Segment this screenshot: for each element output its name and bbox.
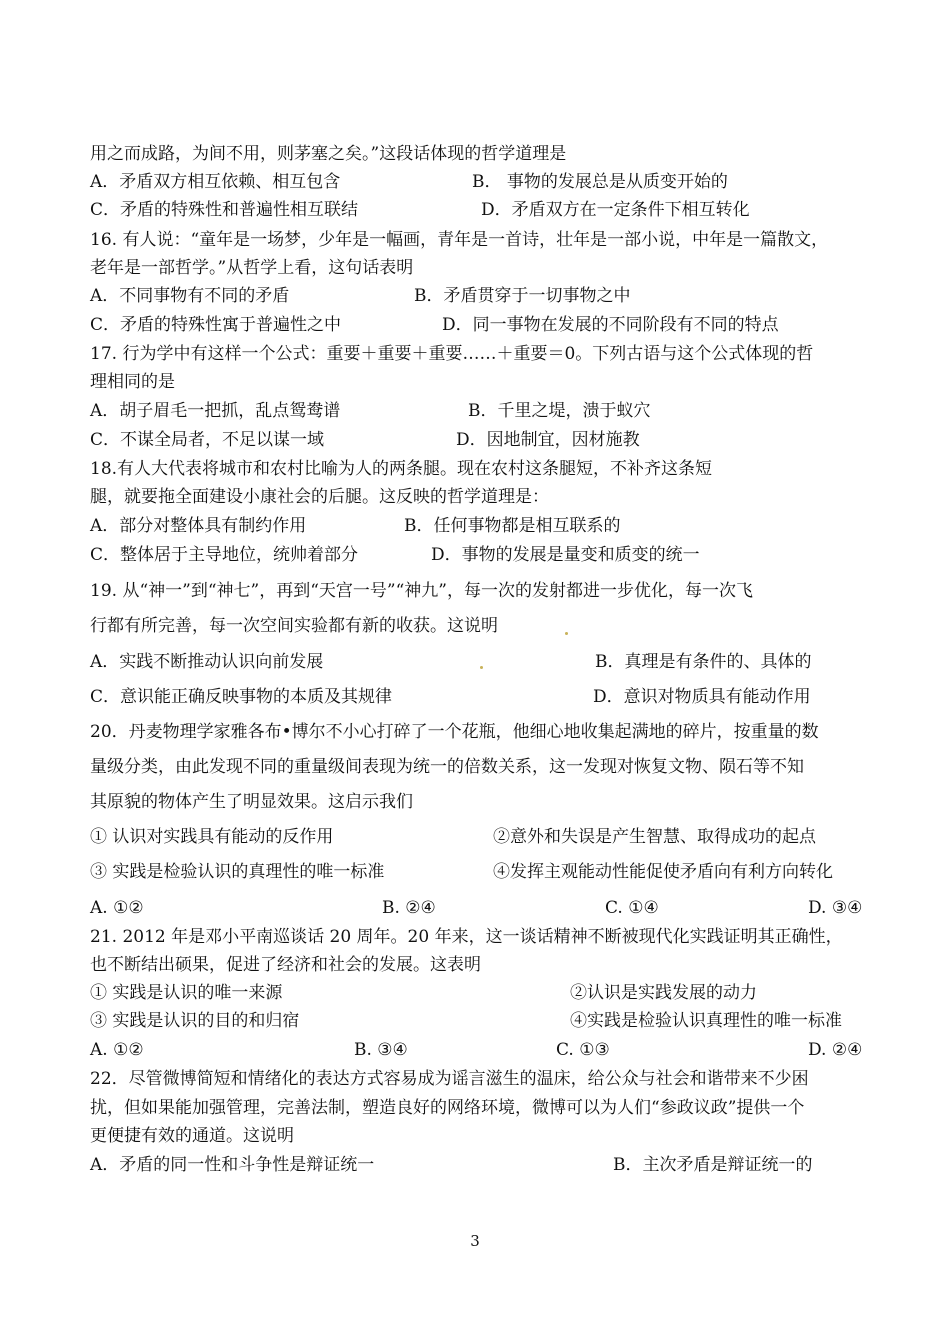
q16-stem-line2: 老年是一部哲学。”从哲学上看，这句话表明 — [90, 258, 414, 278]
stray-dot-mark — [565, 632, 568, 635]
q20-stem-line1: 20．丹麦物理学家雅各布•博尔不小心打碎了一个花瓶，他细心地收集起满地的碎片，按重量的数 — [90, 722, 819, 742]
q21-statement-2: ②认识是实践发展的动力 — [570, 983, 757, 1003]
q18-option-b: B．任何事物都是相互联系的 — [404, 516, 621, 536]
q18-stem-line2: 腿，就要拖全面建设小康社会的后腿。这反映的哲学道理是： — [90, 487, 549, 507]
q20-stem-line3: 其原貌的物体产生了明显效果。这启示我们 — [90, 792, 413, 812]
q21-option-d: D. ②④ — [808, 1040, 863, 1060]
q21-stem-line1: 21. 2012 年是邓小平南巡谈话 20 周年。20 年来，这一谈话精神不断被现代化实践证明其正确性， — [90, 927, 843, 947]
q19-option-b: B．真理是有条件的、具体的 — [595, 652, 812, 672]
q19-option-a: A．实践不断推动认识向前发展 — [90, 652, 324, 672]
q17-option-a: A．胡子眉毛一把抓，乱点鸳鸯谱 — [90, 401, 341, 421]
q21-option-a: A. ①② — [90, 1040, 144, 1060]
q19-option-c: C．意识能正确反映事物的本质及其规律 — [90, 687, 393, 707]
q20-statement-2: ②意外和失误是产生智慧、取得成功的起点 — [493, 827, 816, 847]
q15-option-d: D．矛盾双方在一定条件下相互转化 — [481, 200, 750, 220]
q17-stem-line2: 理相同的是 — [90, 372, 175, 392]
q22-stem-line3: 更便捷有效的通道。这说明 — [90, 1126, 294, 1146]
q20-option-c: C. ①④ — [605, 898, 659, 918]
q20-statement-1: ① 认识对实践具有能动的反作用 — [90, 827, 334, 847]
q21-option-c: C. ①③ — [556, 1040, 610, 1060]
q20-statement-3: ③ 实践是检验认识的真理性的唯一标准 — [90, 862, 385, 882]
q15-option-a: A．矛盾双方相互依赖、相互包含 — [90, 172, 341, 192]
q18-option-a: A．部分对整体具有制约作用 — [90, 516, 307, 536]
q21-statement-1: ① 实践是认识的唯一来源 — [90, 983, 283, 1003]
q16-option-d: D．同一事物在发展的不同阶段有不同的特点 — [442, 315, 779, 335]
q16-option-a: A．不同事物有不同的矛盾 — [90, 286, 290, 306]
q20-option-a: A. ①② — [90, 898, 144, 918]
q17-stem-line1: 17. 行为学中有这样一个公式：重要＋重要＋重要……＋重要＝0。下列古语与这个公式体现的哲 — [90, 344, 814, 364]
q17-option-c: C．不谋全局者，不足以谋一域 — [90, 430, 325, 450]
q15-option-b: B． 事物的发展总是从质变开始的 — [472, 172, 728, 192]
page-number: 3 — [470, 1232, 480, 1250]
q18-stem-line1: 18.有人大代表将城市和农村比喻为人的两条腿。现在农村这条腿短，不补齐这条短 — [90, 459, 713, 479]
q19-stem-line1: 19. 从“神一”到“神七”，再到“天宫一号”“神九”，每一次的发射都进一步优化，每一次飞 — [90, 581, 753, 601]
q15-stem-tail: 用之而成路，为间不用，则茅塞之矣。”这段话体现的哲学道理是 — [90, 144, 567, 164]
q21-statement-4: ④实践是检验认识真理性的唯一标准 — [570, 1011, 842, 1031]
q17-option-b: B．千里之堤，溃于蚁穴 — [468, 401, 651, 421]
q22-stem-line2: 扰，但如果能加强管理，完善法制，塑造良好的网络环境，微博可以为人们“参政议政”提供一个 — [90, 1098, 805, 1118]
q20-option-b: B. ②④ — [382, 898, 436, 918]
q22-option-b: B．主次矛盾是辩证统一的 — [613, 1155, 813, 1175]
q19-stem-line2: 行都有所完善，每一次空间实验都有新的收获。这说明 — [90, 616, 498, 636]
q18-option-d: D．事物的发展是量变和质变的统一 — [431, 545, 700, 565]
q20-statement-4: ④发挥主观能动性能促使矛盾向有利方向转化 — [493, 862, 833, 882]
q17-option-d: D．因地制宜，因材施教 — [456, 430, 640, 450]
q21-stem-line2: 也不断结出硕果，促进了经济和社会的发展。这表明 — [90, 955, 481, 975]
q22-option-a: A．矛盾的同一性和斗争性是辩证统一 — [90, 1155, 375, 1175]
q22-stem-line1: 22．尽管微博简短和情绪化的表达方式容易成为谣言滋生的温床，给公众与社会和谐带来不少困 — [90, 1069, 809, 1089]
q20-stem-line2: 量级分类，由此发现不同的重量级间表现为统一的倍数关系，这一发现对恢复文物、陨石等不知 — [90, 757, 804, 777]
q21-option-b: B. ③④ — [354, 1040, 408, 1060]
stray-dot-mark — [480, 666, 483, 669]
q19-option-d: D．意识对物质具有能动作用 — [593, 687, 811, 707]
q16-option-c: C．矛盾的特殊性寓于普遍性之中 — [90, 315, 342, 335]
q15-option-c: C．矛盾的特殊性和普遍性相互联结 — [90, 200, 359, 220]
q21-statement-3: ③ 实践是认识的目的和归宿 — [90, 1011, 300, 1031]
q16-stem-line1: 16. 有人说：“童年是一场梦，少年是一幅画，青年是一首诗，壮年是一部小说，中年是一篇散文， — [90, 230, 829, 250]
q18-option-c: C．整体居于主导地位，统帅着部分 — [90, 545, 359, 565]
q20-option-d: D. ③④ — [808, 898, 863, 918]
q16-option-b: B．矛盾贯穿于一切事物之中 — [414, 286, 631, 306]
